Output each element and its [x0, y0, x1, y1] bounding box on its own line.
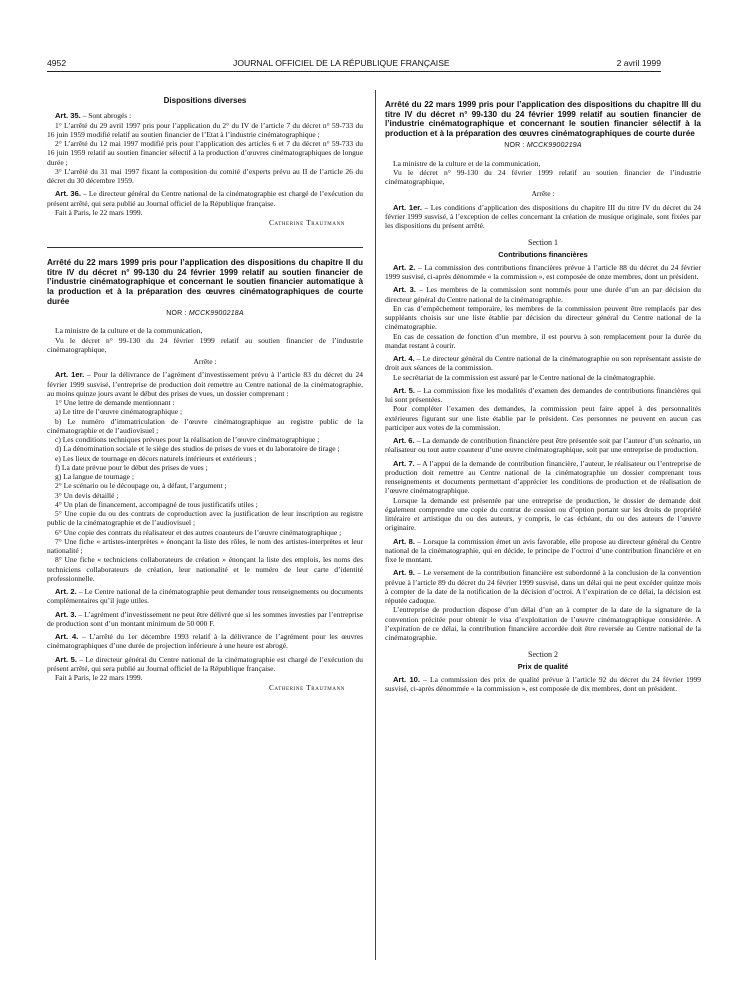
dossier-item: 3° Un devis détaillé ;	[55, 490, 119, 500]
page-number: 4952	[47, 57, 67, 68]
article-2: Art. 2. – Le Centre national de la cinématographie peut demander tous renseignements ou documents complémentaires qu’il juge utiles.	[47, 587, 363, 606]
vu-line: Vu le décret n° 99-130 du 24 février 1999 relatif au soutien financier de l’industrie cinématographique,	[385, 167, 701, 187]
article-2: Art. 2. – La commission des contributions financières prévue à l’article 88 du décret du 24 février 1999 susvisé, ci-après dénommée « la commission », est composée de onze membres, dont un président.	[385, 262, 701, 282]
dossier-item: g) La langue de tournage ;	[55, 472, 134, 482]
dossier-item: 5° Une copie du ou des contrats de coproduction avec la justification de leur inscription au registre public de la cinématographie et de l’audiovisuel ;	[47, 509, 363, 528]
article-4-paragraph: Le secrétariat de la commission est assuré par le Centre national de la cinématographie.	[393, 372, 656, 382]
nor-reference-1: NOR : MCCK9900218A	[166, 310, 244, 318]
dossier-item: f) La date prévue pour le début des prises de vues ;	[55, 462, 208, 472]
journal-title: JOURNAL OFFICIEL DE LA RÉPUBLIQUE FRANÇAISE	[233, 57, 450, 68]
arrete-label: Arrête :	[193, 357, 217, 367]
dossier-item: e) Les lieux de tournage en décors naturels intérieurs et extérieurs ;	[55, 453, 257, 463]
dossier-item: a) Le titre de l’œuvre cinématographique ;	[55, 407, 183, 417]
section-1-title: Contributions financières	[498, 249, 588, 259]
dossier-item: 2° Le scénario ou le découpage ou, à défaut, l’argument ;	[55, 481, 227, 491]
article-3-paragraph: En cas d’empêchement temporaire, les membres de la commission peuvent être remplacés par des suppléants choisis sur une liste établie par décision du directeur général du Centre national de la cinématographie.	[385, 303, 701, 332]
article-5: Art. 5. – Le directeur général du Centre national de la cinématographie est chargé de l’exécution du présent arrêté, qui sera publié au Journal officiel de la République française.	[47, 654, 363, 673]
section-2-title: Prix de qualité	[517, 661, 569, 671]
section-1-heading: Section 1	[528, 238, 558, 248]
page-header	[47, 56, 661, 72]
signature-2: Catherine Trautmann	[268, 683, 345, 693]
signature-1: Catherine Trautmann	[268, 218, 345, 227]
ministre-line: La ministre de la culture et de la communication,	[55, 326, 203, 336]
article-10: Art. 10. – La commission des prix de qualité prévue à l’article 92 du décret du 24 février 1999 susvisé, ci-après dénommée « la commission », est composée de dix membres, dont un président.	[385, 674, 701, 694]
article-35: Art. 35. – Sont abrogés :	[55, 111, 132, 121]
dossier-item: d) La dénomination sociale et le siège des studios de prises de vues et du laboratoire de tirage ;	[55, 444, 340, 454]
nor-reference-2: NOR : MCCK9900219A	[504, 142, 582, 150]
article-36: Art. 36. – Le directeur général du Centre national de la cinématographie est chargé de l’exécution du présent arrêté, qui sera publié au Journal officiel de la République française.	[47, 189, 363, 208]
article-1: Art. 1er. – Les conditions d’application des dispositions du chapitre III du titre IV du décret du 24 février 1999 susvisé, à l’exception de celles concernant la création de musique originale, sont fixées par les dispositions du présent arrêté.	[385, 202, 701, 231]
ministre-line: La ministre de la culture et de la communication,	[393, 158, 541, 168]
article-4: Art. 4. – Le directeur général du Centre national de la cinématographie ou son représentant assiste de droit aux séances de la commission.	[385, 354, 701, 373]
dossier-item: 1° Une lettre de demande mentionnant :	[55, 398, 175, 408]
arrete-title-chapitre-2: Arrêté du 22 mars 1999 pris pour l’application des dispositions du chapitre II du titre IV du décret n° 99-130 du 24 février 1999 relatif au soutien financier de l’industrie cinématographique et concernant le soutien financier automatique à la production et à la préparation des œuvres cinématographiques de courte durée	[47, 258, 363, 306]
article-8: Art. 8. – Lorsque la commission émet un avis favorable, elle propose au directeur général du Centre national de la cinématographie, qui en décide, le principe de l’octroi d’une contribution financière et en fixe le montant.	[385, 536, 701, 565]
article-3-paragraph: En cas de cessation de fonction d’un membre, il est pourvu à son remplacement pour la durée du mandat restant à courir.	[385, 331, 701, 350]
left-column	[47, 96, 363, 693]
issue-date: 2 avril 1999	[616, 57, 661, 68]
dossier-item: 4° Un plan de financement, accompagné de tous justificatifs utiles ;	[55, 499, 258, 509]
dossier-item: 8° Une fiche « techniciens collaborateurs de création » énonçant la liste des emplois, les noms des techniciens collaborateurs de création, leur nationalité et le numéro de leur carte d’identité professionnelle.	[47, 555, 363, 583]
article-5: Art. 5. – La commission fixe les modalités d’examen des demandes de contributions financières qui lui sont présentées.	[385, 385, 701, 405]
dossier-item: 7° Une fiche « artistes-interprètes » énonçant la liste des rôles, le nom des artistes-interprètes et leur nationalité ;	[47, 536, 363, 556]
article-3: Art. 3. – L’agrément d’investissement ne peut être délivré que si les sommes investies par l’entreprise de production sont d’un montant minimum de 50 000 F.	[47, 609, 363, 628]
dossier-item: 6° Une copie des contrats du réalisateur et des autres coauteurs de l’œuvre cinématographique ;	[55, 527, 342, 537]
section-2-heading: Section 2	[528, 650, 558, 660]
abrogation-3: 3° L’arrêté du 31 mai 1997 fixant la composition du comité d’experts prévu au II de l’article 26 du décret du 30 décembre 1959.	[47, 166, 363, 185]
article-5-paragraph: Pour compléter l’examen des demandes, la commission peut faire appel à des personnalités extérieures figurant sur une liste établie par le président. Ces personnes ne peuvent en aucun cas participer aux votes de la commission.	[385, 404, 701, 432]
article-9: Art. 9. – Le versement de la contribution financière est subordonné à la conclusion de la convention prévue à l’article 89 du décret du 24 février 1999 susvisé, dans un délai qui ne peut excéder quinze mois à compter de la date de la notification de la décision d’octroi. A l’expiration de ce délai, la décision est réputée caduque.	[385, 568, 701, 606]
article-6: Art. 6. – La demande de contribution financière peut être présentée soit par l’auteur d’un scénario, un réalisateur ou tout autre coauteur d’une œuvre cinématographique, soit par une entreprise de production.	[385, 436, 701, 455]
dossier-item: c) Les conditions techniques prévues pour la réalisation de l’œuvre cinématographique ;	[55, 435, 320, 445]
abrogation-1: 1° L’arrêté du 29 avril 1997 pris pour l’application du 2° du IV de l’article 7 du décret n° 59-733 du 16 juin 1959 modifié relatif au soutien financier de l’Etat à l’industrie cinématographique ;	[47, 120, 363, 139]
arrete-label: Arrête :	[531, 189, 555, 199]
section-title-dispositions: Dispositions diverses	[163, 96, 247, 105]
fait-a-paris-1: Fait à Paris, le 22 mars 1999.	[55, 207, 143, 217]
article-7: Art. 7. – A l’appui de la demande de contribution financière, l’auteur, le réalisateur ou l’entreprise de production doit remettre au Centre national de la cinématographie un dossier comprenant tous renseignements et documents permettant d’apprécier les conditions de production et de réalisation de l’œuvre cinématographique.	[385, 458, 701, 496]
abrogation-2: 2° L’arrêté du 12 mai 1997 modifié pris pour l’application des articles 6 et 7 du décret n° 59-733 du 16 juin 1959 relatif au soutien financier sélectif à la production d’œuvres cinématographiques de longue durée ;	[47, 139, 363, 167]
vu-line: Vu le décret n° 99-130 du 24 février 1999 relatif au soutien financier de l’industrie cinématographique,	[47, 335, 363, 354]
arrete-title-chapitre-3: Arrêté du 22 mars 1999 pris pour l’application des dispositions du chapitre III du titre IV du décret n° 99-130 du 24 février 1999 relatif au soutien financier de l’industrie cinématographique et concernant le soutien financier sélectif à la production et à la préparation des œuvres cinématographiques de courte durée	[385, 100, 701, 138]
article-1: Art. 1er. – Pour la délivrance de l’agrément d’investissement prévu à l’article 83 du décret du 24 février 1999 susvisé, l’entreprise de production doit remettre au Centre national de la cinématographie, au moins quinze jours avant le début des prises de vues, un dossier comprenant :	[47, 370, 363, 398]
right-column	[385, 100, 701, 693]
article-4: Art. 4. – L’arrêté du 1er décembre 1993 relatif à la délivrance de l’agrément pour les œuvres cinématographiques d’une durée de projection inférieure à une heure est abrogé.	[47, 632, 363, 651]
article-9-paragraph: L’entreprise de production dispose d’un délai d’un an à compter de la date de la signature de la convention précitée pour obtenir le visa d’exploitation de l’œuvre cinématographique considérée. A l’expiration de ce délai, la contribution financière accordée doit être reversée au Centre national de la cinématographie.	[385, 605, 701, 643]
column-divider	[375, 90, 376, 960]
dossier-item: b) Le numéro d’immatriculation de l’œuvre cinématographique au registre public de la cinématographie et de l’audiovisuel ;	[47, 416, 363, 435]
article-3: Art. 3. – Les membres de la commission sont nommés pour une durée d’un an par décision du directeur général du Centre national de la cinématographie.	[385, 285, 702, 304]
separator	[47, 247, 363, 248]
article-7-paragraph: Lorsque la demande est présentée par une entreprise de production, le dossier de demande doit également comprendre une copie du contrat de cession ou d’option portant sur les droits de propriété littéraire et artistique du ou des auteurs, y compris, le cas échéant, du ou des auteurs de l’œuvre originaire.	[385, 495, 701, 533]
fait-a-paris-2: Fait à Paris, le 22 mars 1999.	[55, 673, 143, 683]
